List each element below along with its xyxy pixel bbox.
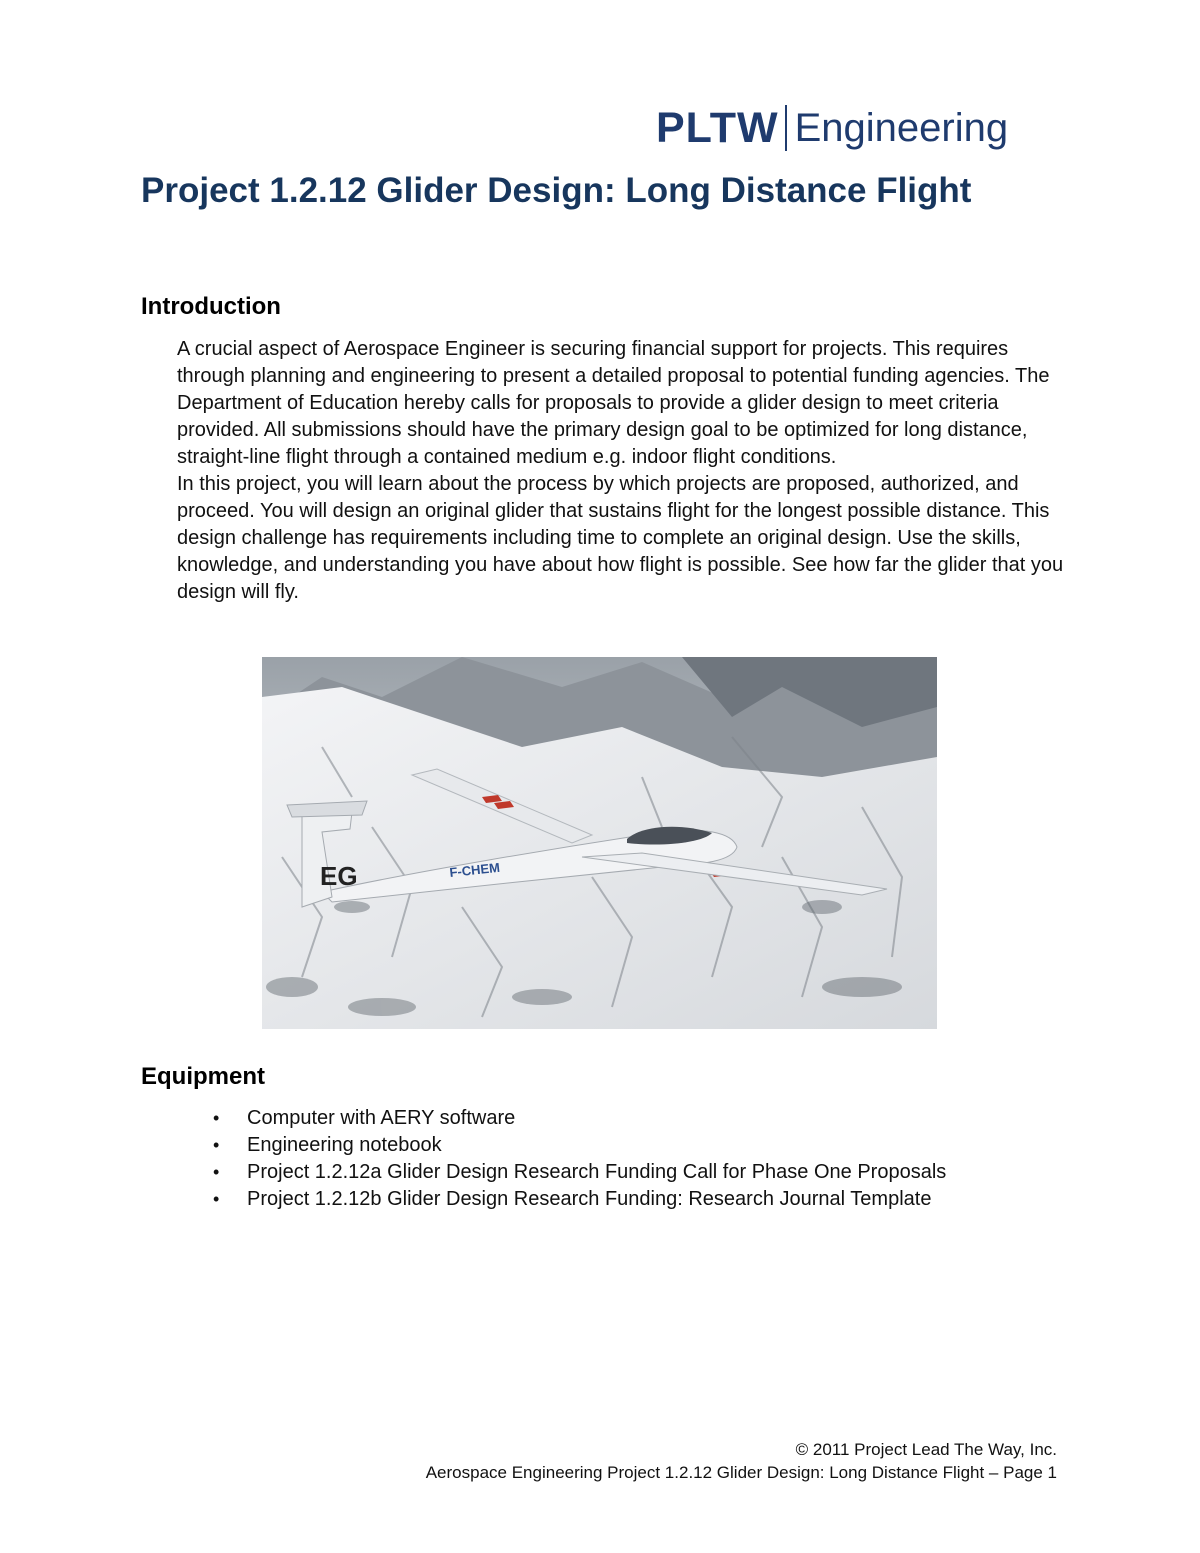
introduction-paragraph: A crucial aspect of Aerospace Engineer is securing financial support for projects. This requires through planning and engineering to present a detailed proposal to potential funding agencies. The Department of Education hereby calls for proposals to provide a glider design to meet criteria provided. All submissions should have the primary design goal to be optimized for long distance, straight-line flight through a contained medium e.g. indoor flight conditions. (177, 338, 1050, 468)
list-item (213, 1186, 1093, 1213)
equipment-list (213, 1105, 1093, 1213)
list-item-text: Project 1.2.12b Glider Design Research Funding: Research Journal Template (247, 1188, 932, 1210)
list-item (213, 1159, 1093, 1186)
glider-photo (262, 657, 937, 1029)
introduction-body (177, 336, 1077, 606)
bullet: • (213, 1135, 220, 1155)
logo-divider (785, 105, 787, 151)
introduction-paragraph: In this project, you will learn about the process by which projects are proposed, authorized, and proceed. You will design an original glider that sustains flight for the longest possible distance. This design challenge has requirements including time to complete an original design. Use the skills, knowledge, and understanding you have about how flight is possible. See how far the glider that you design will fly. (177, 473, 1064, 603)
logo-brand: PLTW (656, 104, 779, 152)
introduction-heading: Introduction (141, 293, 281, 320)
footer-page-line: Aerospace Engineering Project 1.2.12 Glider Design: Long Distance Flight – Page 1 (425, 1463, 1057, 1482)
fuselage-registration: F-CHEM (448, 859, 501, 880)
list-item-text: Engineering notebook (247, 1134, 442, 1156)
list-item-text: Computer with AERY software (247, 1107, 516, 1129)
bullet: • (213, 1108, 220, 1128)
list-item (213, 1105, 1093, 1132)
logo-product: Engineering (794, 106, 1009, 150)
bullet: • (213, 1162, 220, 1182)
list-item (213, 1132, 1093, 1159)
pltw-engineering-logo (656, 100, 1008, 156)
footer-copyright: © 2011 Project Lead The Way, Inc. (795, 1440, 1057, 1459)
equipment-heading: Equipment (141, 1063, 265, 1090)
page-title: Project 1.2.12 Glider Design: Long Distance Flight (141, 171, 972, 210)
bullet: • (213, 1189, 220, 1209)
tail-marking: EG (320, 861, 358, 891)
list-item-text: Project 1.2.12a Glider Design Research Funding Call for Phase One Proposals (247, 1161, 947, 1183)
